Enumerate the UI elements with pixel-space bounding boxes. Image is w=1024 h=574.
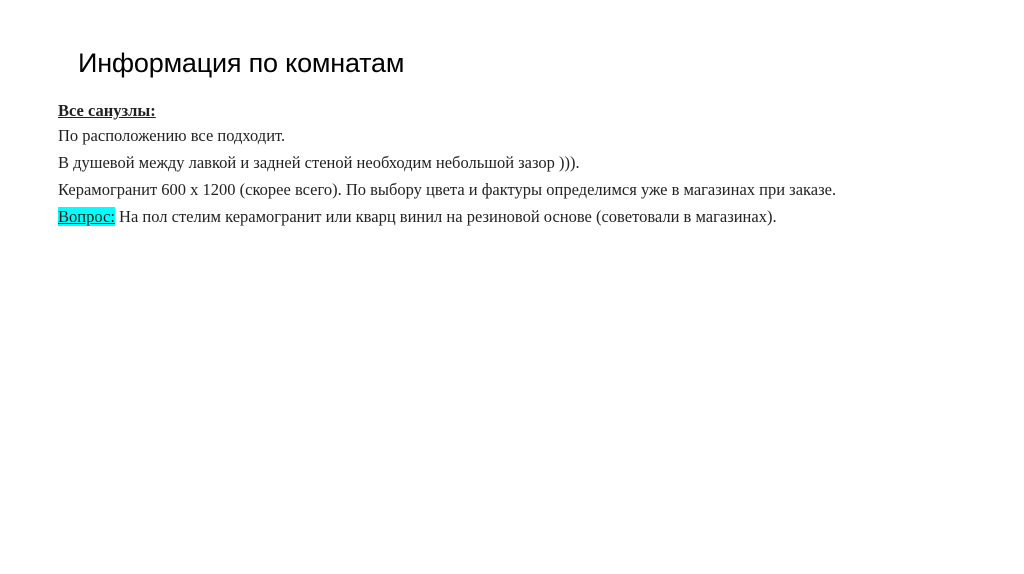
section-heading: Все санузлы: — [58, 101, 156, 120]
question-label: Вопрос: — [58, 207, 115, 226]
slide-content — [58, 101, 978, 234]
paragraph-porcelain-tile: Керамогранит 600 х 1200 (скорее всего). По выбору цвета и фактуры определимся уже в магазинах при заказе. — [58, 180, 837, 199]
paragraph-shower-gap: В душевой между лавкой и задней стеной необходим небольшой зазор ))). — [58, 153, 580, 172]
paragraph-location: По расположению все подходит. — [58, 126, 286, 145]
question-paragraph — [58, 207, 978, 227]
slide-title: Информация по комнатам — [78, 48, 405, 78]
question-text: На пол стелим керамогранит или кварц винил на резиновой основе (советовали в магазинах). — [114, 207, 777, 226]
